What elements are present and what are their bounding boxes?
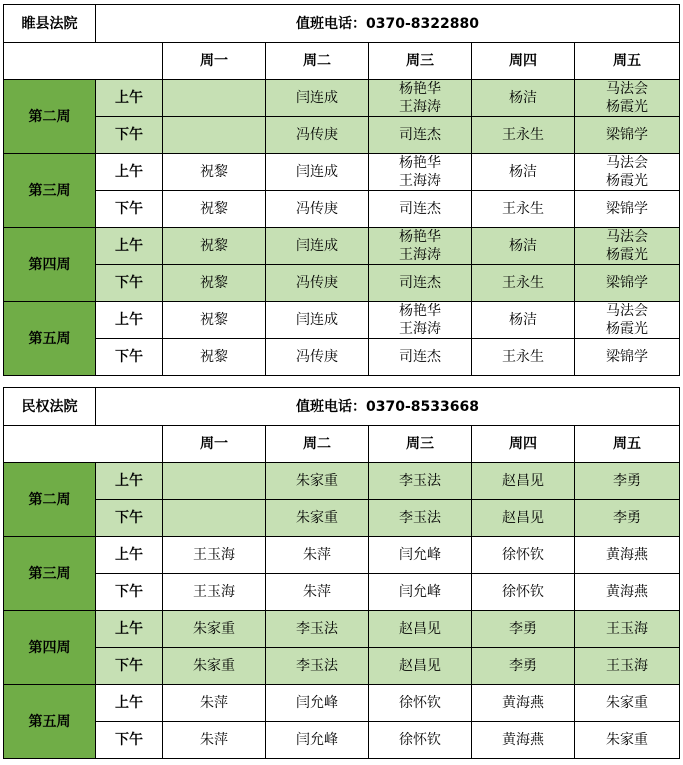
judge-name: 黄海燕 (606, 547, 649, 563)
judge-name: 祝黎 (200, 312, 228, 328)
judge-name: 赵昌见 (502, 510, 544, 526)
judge-name: 李玉法 (296, 658, 338, 674)
duty-cell (163, 265, 266, 302)
title-row (4, 5, 680, 43)
judge-name: 梁锦学 (606, 349, 649, 365)
duty-cell (369, 648, 472, 685)
judge-name: 王玉海 (606, 621, 649, 637)
duty-schedule-table (3, 4, 680, 376)
judge-name: 朱家重 (296, 510, 338, 526)
judge-name: 朱家重 (193, 621, 235, 637)
duty-cell (472, 117, 575, 154)
duty-cell (266, 722, 369, 759)
weekday-header: 周四 (472, 43, 575, 80)
judge-name: 王海涛 (399, 173, 441, 189)
period-label: 上午 (96, 463, 163, 500)
judge-name: 梁锦学 (606, 127, 649, 143)
duty-cell (575, 463, 680, 500)
judge-name: 杨洁 (509, 312, 537, 328)
judge-name: 朱家重 (296, 473, 338, 489)
duty-cell (472, 574, 575, 611)
week-label: 第三周 (4, 154, 96, 228)
judge-name: 杨艳华 (399, 155, 441, 171)
judge-name: 杨洁 (509, 90, 537, 106)
week-label: 第四周 (4, 611, 96, 685)
schedule-row (4, 722, 680, 759)
duty-cell (266, 117, 369, 154)
schedule-row (4, 339, 680, 376)
judge-name: 祝黎 (200, 164, 228, 180)
duty-cell (369, 574, 472, 611)
week-label: 第三周 (4, 537, 96, 611)
schedule-row (4, 265, 680, 302)
duty-cell (472, 154, 575, 191)
duty-cell (472, 685, 575, 722)
judge-name: 闫连成 (296, 164, 338, 180)
week-label: 第五周 (4, 302, 96, 376)
duty-cell (472, 302, 575, 339)
judge-name: 王玉海 (193, 584, 235, 600)
judge-name: 朱家重 (606, 695, 649, 711)
judge-name: 李勇 (613, 510, 642, 526)
judge-name: 徐怀钦 (502, 547, 544, 563)
duty-cell (575, 154, 680, 191)
judge-name: 闫连成 (296, 238, 338, 254)
weekday-header: 周四 (472, 426, 575, 463)
duty-cell (163, 537, 266, 574)
judge-name: 王永生 (502, 349, 544, 365)
judge-name: 杨霞光 (606, 173, 649, 189)
schedule-row (4, 191, 680, 228)
duty-cell (575, 265, 680, 302)
judge-name: 司连杰 (399, 201, 441, 217)
judge-name: 冯传庚 (296, 349, 338, 365)
duty-cell (266, 648, 369, 685)
judge-name: 朱萍 (200, 695, 228, 711)
duty-cell (575, 80, 680, 117)
title-row (4, 388, 680, 426)
weekday-header: 周五 (575, 43, 680, 80)
judge-name: 闫连成 (296, 312, 338, 328)
judge-name: 李勇 (509, 658, 537, 674)
period-label: 上午 (96, 611, 163, 648)
duty-cell (575, 722, 680, 759)
duty-cell (369, 463, 472, 500)
judge-name: 杨霞光 (606, 247, 649, 263)
duty-cell (472, 228, 575, 265)
duty-cell (575, 685, 680, 722)
judge-name: 祝黎 (200, 201, 228, 217)
corner-cell (4, 426, 163, 463)
period-label: 上午 (96, 302, 163, 339)
judge-name: 马法会 (606, 229, 649, 245)
duty-cell (472, 339, 575, 376)
weekday-header: 周三 (369, 43, 472, 80)
weekday-header: 周一 (163, 426, 266, 463)
weekday-header: 周五 (575, 426, 680, 463)
duty-cell (575, 537, 680, 574)
weekday-header-row (4, 43, 680, 80)
duty-phone: 值班电话：0370-8533668 (96, 388, 680, 426)
schedule-row (4, 574, 680, 611)
period-label: 下午 (96, 500, 163, 537)
judge-name: 祝黎 (200, 238, 228, 254)
duty-cell (369, 265, 472, 302)
judge-name: 梁锦学 (606, 201, 649, 217)
week-label: 第四周 (4, 228, 96, 302)
week-label: 第五周 (4, 685, 96, 759)
duty-cell (266, 611, 369, 648)
duty-cell (472, 80, 575, 117)
period-label: 下午 (96, 574, 163, 611)
judge-name: 杨艳华 (399, 303, 441, 319)
judge-name: 闫连成 (296, 90, 338, 106)
weekday-header-row (4, 426, 680, 463)
duty-cell (266, 154, 369, 191)
schedule-row (4, 80, 680, 117)
duty-cell (163, 339, 266, 376)
duty-cell (369, 117, 472, 154)
period-label: 上午 (96, 685, 163, 722)
duty-cell (472, 265, 575, 302)
duty-cell (575, 302, 680, 339)
judge-name: 朱萍 (303, 584, 331, 600)
duty-cell (266, 265, 369, 302)
judge-name: 司连杰 (399, 349, 441, 365)
judge-name: 杨洁 (509, 238, 537, 254)
judge-name: 赵昌见 (502, 473, 544, 489)
judge-name: 王海涛 (399, 247, 441, 263)
duty-cell (369, 685, 472, 722)
schedule-row (4, 685, 680, 722)
period-label: 下午 (96, 648, 163, 685)
judge-name: 黄海燕 (502, 732, 544, 748)
schedule-row (4, 611, 680, 648)
judge-name: 赵昌见 (399, 621, 441, 637)
duty-cell (472, 463, 575, 500)
judge-name: 李玉法 (399, 510, 441, 526)
judge-name: 王海涛 (399, 99, 441, 115)
duty-cell (266, 574, 369, 611)
schedule-row (4, 648, 680, 685)
duty-cell (472, 648, 575, 685)
judge-name: 杨霞光 (606, 99, 649, 115)
duty-cell (369, 537, 472, 574)
judge-name: 马法会 (606, 81, 649, 97)
judge-name: 黄海燕 (502, 695, 544, 711)
duty-cell (163, 611, 266, 648)
judge-name: 闫允峰 (296, 695, 338, 711)
duty-cell (575, 648, 680, 685)
duty-cell (575, 191, 680, 228)
duty-schedule-table (3, 387, 680, 759)
duty-cell (472, 500, 575, 537)
judge-name: 李玉法 (399, 473, 441, 489)
period-label: 上午 (96, 537, 163, 574)
judge-name: 徐怀钦 (399, 695, 441, 711)
weekday-header: 周二 (266, 426, 369, 463)
duty-cell (472, 722, 575, 759)
judge-name: 杨艳华 (399, 229, 441, 245)
duty-cell (369, 611, 472, 648)
judge-name: 赵昌见 (399, 658, 441, 674)
schedule-row (4, 537, 680, 574)
duty-cell (369, 500, 472, 537)
judge-name: 冯传庚 (296, 127, 338, 143)
schedule-row (4, 117, 680, 154)
duty-cell (266, 228, 369, 265)
duty-cell (266, 191, 369, 228)
judge-name: 王玉海 (193, 547, 235, 563)
judge-name: 冯传庚 (296, 275, 338, 291)
schedule-row (4, 302, 680, 339)
judge-name: 朱萍 (303, 547, 331, 563)
judge-name: 李玉法 (296, 621, 338, 637)
period-label: 上午 (96, 154, 163, 191)
duty-cell (575, 228, 680, 265)
duty-cell (163, 228, 266, 265)
period-label: 下午 (96, 339, 163, 376)
judge-name: 徐怀钦 (399, 732, 441, 748)
period-label: 下午 (96, 265, 163, 302)
corner-cell (4, 43, 163, 80)
duty-cell (266, 537, 369, 574)
judge-name: 闫允峰 (399, 584, 441, 600)
judge-name: 朱家重 (193, 658, 235, 674)
judge-name: 马法会 (606, 303, 649, 319)
judge-name: 闫允峰 (399, 547, 441, 563)
schedule-row (4, 228, 680, 265)
judge-name: 杨艳华 (399, 81, 441, 97)
duty-cell (472, 191, 575, 228)
period-label: 下午 (96, 722, 163, 759)
duty-cell (163, 722, 266, 759)
judge-name: 闫允峰 (296, 732, 338, 748)
judge-name: 朱萍 (200, 732, 228, 748)
judge-name: 杨霞光 (606, 321, 649, 337)
judge-name: 王永生 (502, 201, 544, 217)
week-label: 第二周 (4, 80, 96, 154)
court-name: 睢县法院 (4, 5, 96, 43)
duty-cell (575, 339, 680, 376)
duty-cell (163, 463, 266, 500)
duty-cell (369, 80, 472, 117)
schedule-row (4, 463, 680, 500)
duty-cell (266, 339, 369, 376)
period-label: 下午 (96, 117, 163, 154)
duty-cell (266, 685, 369, 722)
judge-name: 杨洁 (509, 164, 537, 180)
judge-name: 徐怀钦 (502, 584, 544, 600)
duty-cell (472, 611, 575, 648)
duty-cell (266, 80, 369, 117)
judge-name: 梁锦学 (606, 275, 649, 291)
duty-cell (163, 574, 266, 611)
judge-name: 黄海燕 (606, 584, 649, 600)
duty-cell (575, 574, 680, 611)
duty-cell (575, 117, 680, 154)
duty-cell (369, 154, 472, 191)
judge-name: 朱家重 (606, 732, 649, 748)
judge-name: 冯传庚 (296, 201, 338, 217)
judge-name: 王海涛 (399, 321, 441, 337)
judge-name: 司连杰 (399, 127, 441, 143)
duty-cell (266, 302, 369, 339)
judge-name: 王玉海 (606, 658, 649, 674)
duty-cell (163, 685, 266, 722)
duty-cell (163, 648, 266, 685)
duty-cell (369, 339, 472, 376)
duty-cell (163, 154, 266, 191)
period-label: 下午 (96, 191, 163, 228)
judge-name: 李勇 (509, 621, 537, 637)
judge-name: 王永生 (502, 127, 544, 143)
duty-cell (472, 537, 575, 574)
duty-cell (163, 500, 266, 537)
duty-cell (369, 191, 472, 228)
duty-cell (163, 191, 266, 228)
duty-cell (369, 302, 472, 339)
weekday-header: 周二 (266, 43, 369, 80)
court-name: 民权法院 (4, 388, 96, 426)
weekday-header: 周一 (163, 43, 266, 80)
duty-cell (266, 500, 369, 537)
judge-name: 李勇 (613, 473, 642, 489)
period-label: 上午 (96, 228, 163, 265)
judge-name: 王永生 (502, 275, 544, 291)
duty-cell (163, 80, 266, 117)
duty-cell (575, 500, 680, 537)
judge-name: 祝黎 (200, 349, 228, 365)
duty-cell (163, 117, 266, 154)
period-label: 上午 (96, 80, 163, 117)
judge-name: 司连杰 (399, 275, 441, 291)
weekday-header: 周三 (369, 426, 472, 463)
judge-name: 祝黎 (200, 275, 228, 291)
duty-cell (266, 463, 369, 500)
schedule-row (4, 500, 680, 537)
duty-cell (575, 611, 680, 648)
duty-cell (163, 302, 266, 339)
week-label: 第二周 (4, 463, 96, 537)
duty-phone: 值班电话：0370-8322880 (96, 5, 680, 43)
judge-name: 马法会 (606, 155, 649, 171)
duty-cell (369, 722, 472, 759)
duty-cell (369, 228, 472, 265)
schedule-row (4, 154, 680, 191)
